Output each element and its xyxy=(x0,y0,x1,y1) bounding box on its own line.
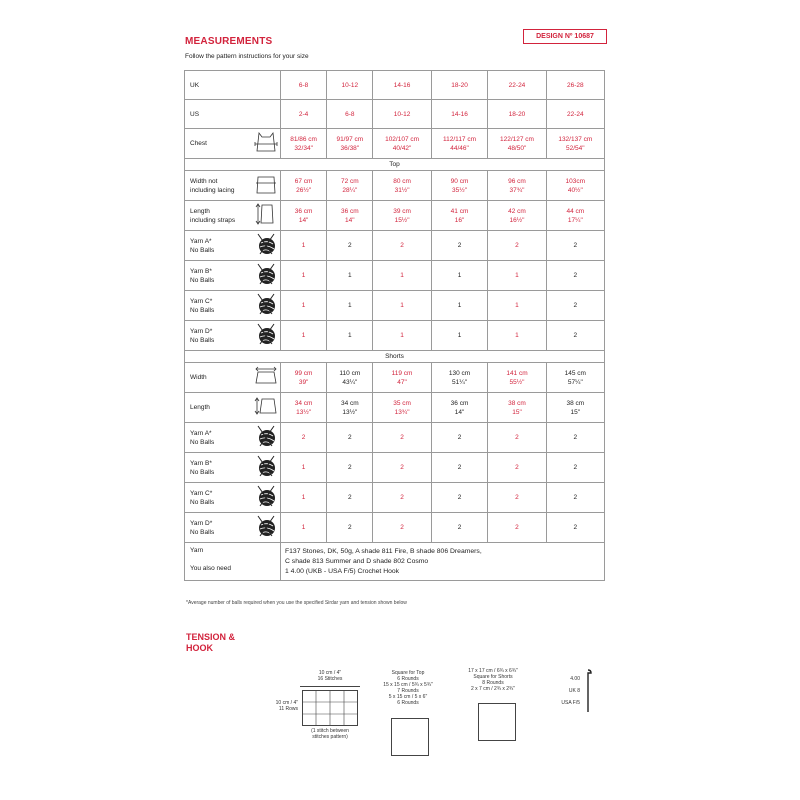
tension-top-square xyxy=(391,718,429,756)
yarn-balls: 1 xyxy=(373,321,431,351)
us-size: 22-24 xyxy=(546,100,604,129)
yarn-balls: 1 xyxy=(281,231,327,261)
shorts-length-value: 36 cm 14" xyxy=(431,393,488,423)
shorts-length-value: 38 cm 15" xyxy=(488,393,546,423)
crochet-hook-icon xyxy=(583,668,593,714)
row-label-yarn: Yarn A* No Balls xyxy=(185,231,253,261)
shorts-width-value: 119 cm 47" xyxy=(373,363,431,393)
yarn-ball-icon xyxy=(252,291,281,321)
table-row xyxy=(185,483,605,513)
table-row xyxy=(185,261,605,291)
table-row xyxy=(185,543,605,581)
shorts-width-value: 99 cm 39" xyxy=(281,363,327,393)
yarn-balls: 2 xyxy=(546,231,604,261)
yarn-balls: 1 xyxy=(431,261,488,291)
design-number: DESIGN Nº 10687 xyxy=(523,29,607,44)
yarn-ball-icon xyxy=(252,231,281,261)
yarn-balls: 2 xyxy=(488,231,546,261)
top-length-value: 39 cm 15½" xyxy=(373,201,431,231)
yarn-balls: 1 xyxy=(431,291,488,321)
shorts-width-value: 145 cm 57¼" xyxy=(546,363,604,393)
tension-shorts-square xyxy=(478,703,516,741)
table-row xyxy=(185,71,605,100)
yarn-balls: 2 xyxy=(327,513,373,543)
yarn-line-1: F137 Stones, DK, 50g, A shade 811 Fire, B shade 806 Dreamers, xyxy=(285,547,482,555)
row-label-shorts-length: Length xyxy=(185,393,253,423)
section-title-top: Top xyxy=(185,159,605,171)
table-row xyxy=(185,100,605,129)
yarn-balls: 2 xyxy=(546,423,604,453)
hook-line: 1 4.00 (UKB - USA F/5) Crochet Hook xyxy=(285,567,400,575)
yarn-balls: 2 xyxy=(373,423,431,453)
yarn-balls: 2 xyxy=(488,423,546,453)
yarn-ball-icon xyxy=(252,453,281,483)
tension-grid-note: (1 stitch between stitches pattern) xyxy=(311,728,349,740)
yarn-balls: 2 xyxy=(327,483,373,513)
yarn-balls: 1 xyxy=(327,261,373,291)
yarn-balls: 2 xyxy=(327,453,373,483)
yarn-balls: 1 xyxy=(373,291,431,321)
table-row xyxy=(185,453,605,483)
yarn-balls: 1 xyxy=(281,261,327,291)
yarn-balls: 1 xyxy=(488,291,546,321)
yarn-balls: 2 xyxy=(546,453,604,483)
top-length-value: 36 cm 14" xyxy=(281,201,327,231)
yarn-balls: 2 xyxy=(327,423,373,453)
yarn-ball-icon xyxy=(252,261,281,291)
tension-top-square-text: Square for Top 6 Rounds 15 x 15 cm / 5¾ x 5¾" 7 Rounds 5 x 15 cm / 5 x 6" 6 Rounds xyxy=(383,670,433,706)
shorts-width-value: 130 cm 51¼" xyxy=(431,363,488,393)
shorts-width-diagram-icon xyxy=(252,363,281,393)
shorts-length-value: 38 cm 15" xyxy=(546,393,604,423)
table-row xyxy=(185,513,605,543)
yarn-balls: 2 xyxy=(431,483,488,513)
tension-shorts-square-text: 17 x 17 cm / 6¾ x 6¾" Square for Shorts 8 Rounds 2 x 7 cm / 2¾ x 2¾" xyxy=(468,668,518,692)
yarn-balls: 1 xyxy=(281,483,327,513)
us-size: 18-20 xyxy=(488,100,546,129)
shorts-width-value: 110 cm 43¼" xyxy=(327,363,373,393)
chest-value: 132/137 cm 52/54" xyxy=(546,129,604,159)
yarn-balls: 2 xyxy=(546,291,604,321)
footnote: *Average number of balls required when you use the specified Sirdar yarn and tension shown below xyxy=(186,600,407,606)
top-length-value: 44 cm 17¼" xyxy=(546,201,604,231)
row-label-yarn: Yarn D* No Balls xyxy=(185,513,253,543)
row-label-top-length: Length including straps xyxy=(185,201,253,231)
tension-height-label: 10 cm / 4" 11 Rows xyxy=(275,700,298,712)
measurements-table xyxy=(184,70,605,581)
yarn-balls: 2 xyxy=(281,423,327,453)
yarn-ball-icon xyxy=(252,483,281,513)
yarn-balls: 1 xyxy=(488,321,546,351)
yarn-balls: 2 xyxy=(431,453,488,483)
tension-width-arrow xyxy=(300,686,360,687)
yarn-balls: 2 xyxy=(488,483,546,513)
row-label-yarn: Yarn A* No Balls xyxy=(185,423,253,453)
yarn-balls: 2 xyxy=(431,513,488,543)
yarn-balls: 1 xyxy=(281,321,327,351)
yarn-balls: 1 xyxy=(327,321,373,351)
yarn-balls: 1 xyxy=(281,453,327,483)
yarn-balls: 1 xyxy=(488,261,546,291)
yarn-balls: 1 xyxy=(373,261,431,291)
top-width-value: 103cm 40½" xyxy=(546,171,604,201)
shorts-width-value: 141 cm 55½" xyxy=(488,363,546,393)
shorts-length-value: 35 cm 13¾" xyxy=(373,393,431,423)
tension-grid-square xyxy=(302,690,358,726)
yarn-ball-icon xyxy=(252,513,281,543)
us-size: 2-4 xyxy=(281,100,327,129)
yarn-balls: 2 xyxy=(373,231,431,261)
tension-width-label: 10 cm / 4" 16 Stitches xyxy=(317,670,343,682)
row-label-yarn: Yarn C* No Balls xyxy=(185,483,253,513)
uk-size: 10-12 xyxy=(327,71,373,100)
uk-size: 14-16 xyxy=(373,71,431,100)
yarn-ball-icon xyxy=(252,423,281,453)
row-label-shorts-width: Width xyxy=(185,363,253,393)
yarn-balls: 1 xyxy=(431,321,488,351)
table-row xyxy=(185,129,605,159)
yarn-balls: 2 xyxy=(546,321,604,351)
table-row xyxy=(185,393,605,423)
table-row xyxy=(185,321,605,351)
uk-size: 26-28 xyxy=(546,71,604,100)
top-width-value: 90 cm 35½" xyxy=(431,171,488,201)
yarn-balls: 1 xyxy=(281,513,327,543)
row-label-yarn: Yarn B* No Balls xyxy=(185,261,253,291)
top-length-value: 42 cm 16½" xyxy=(488,201,546,231)
yarn-balls: 2 xyxy=(488,513,546,543)
row-label-top-width: Width not including lacing xyxy=(185,171,253,201)
table-row xyxy=(185,201,605,231)
table-row xyxy=(185,171,605,201)
top-width-value: 96 cm 37¾" xyxy=(488,171,546,201)
chest-value: 122/127 cm 48/50" xyxy=(488,129,546,159)
top-length-diagram-icon xyxy=(252,201,281,231)
top-width-diagram-icon xyxy=(252,171,281,201)
section-title-shorts: Shorts xyxy=(185,351,605,363)
yarn-ball-icon xyxy=(252,321,281,351)
yarn-line-2: C shade 813 Summer and D shade 802 Cosmo xyxy=(285,557,429,565)
uk-size: 18-20 xyxy=(431,71,488,100)
yarn-balls: 2 xyxy=(546,483,604,513)
yarn-balls: 2 xyxy=(373,483,431,513)
yarn-balls: 2 xyxy=(546,261,604,291)
follow-instruction: Follow the pattern instructions for your size xyxy=(185,53,309,60)
top-length-value: 36 cm 14" xyxy=(327,201,373,231)
shorts-length-diagram-icon xyxy=(252,393,281,423)
yarn-balls: 2 xyxy=(327,231,373,261)
yarn-balls: 2 xyxy=(431,231,488,261)
row-label-uk: UK xyxy=(185,71,281,100)
tension-title: TENSION & HOOK xyxy=(186,632,236,653)
shorts-length-value: 34 cm 13½" xyxy=(281,393,327,423)
table-row xyxy=(185,231,605,261)
yarn-balls: 2 xyxy=(431,423,488,453)
top-width-value: 80 cm 31½" xyxy=(373,171,431,201)
row-label-yarn: Yarn D* No Balls xyxy=(185,321,253,351)
yarn-balls: 1 xyxy=(281,291,327,321)
section-row xyxy=(185,159,605,171)
table-row xyxy=(185,291,605,321)
yarn-balls: 2 xyxy=(373,513,431,543)
uk-size: 6-8 xyxy=(281,71,327,100)
chest-diagram-icon xyxy=(252,129,281,159)
row-label-yarn: Yarn B* No Balls xyxy=(185,453,253,483)
page-title: MEASUREMENTS xyxy=(185,36,273,47)
table-row xyxy=(185,363,605,393)
chest-value: 91/97 cm 36/38" xyxy=(327,129,373,159)
us-size: 6-8 xyxy=(327,100,373,129)
chest-value: 102/107 cm 40/42" xyxy=(373,129,431,159)
yarn-balls: 2 xyxy=(546,513,604,543)
chest-value: 112/117 cm 44/46" xyxy=(431,129,488,159)
hook-sizes: 4.00 UK 8 USA F/5 xyxy=(561,676,580,706)
yarn-balls: 2 xyxy=(488,453,546,483)
yarn-labels: Yarn You also need xyxy=(185,543,281,581)
row-label-chest: Chest xyxy=(185,129,253,159)
top-width-value: 67 cm 26½" xyxy=(281,171,327,201)
top-length-value: 41 cm 16" xyxy=(431,201,488,231)
yarn-balls: 1 xyxy=(327,291,373,321)
us-size: 14-16 xyxy=(431,100,488,129)
chest-value: 81/86 cm 32/34" xyxy=(281,129,327,159)
uk-size: 22-24 xyxy=(488,71,546,100)
yarn-details xyxy=(281,543,605,581)
row-label-yarn: Yarn C* No Balls xyxy=(185,291,253,321)
section-row xyxy=(185,351,605,363)
table-row xyxy=(185,423,605,453)
us-size: 10-12 xyxy=(373,100,431,129)
top-width-value: 72 cm 28¼" xyxy=(327,171,373,201)
row-label-us: US xyxy=(185,100,281,129)
shorts-length-value: 34 cm 13½" xyxy=(327,393,373,423)
yarn-balls: 2 xyxy=(373,453,431,483)
